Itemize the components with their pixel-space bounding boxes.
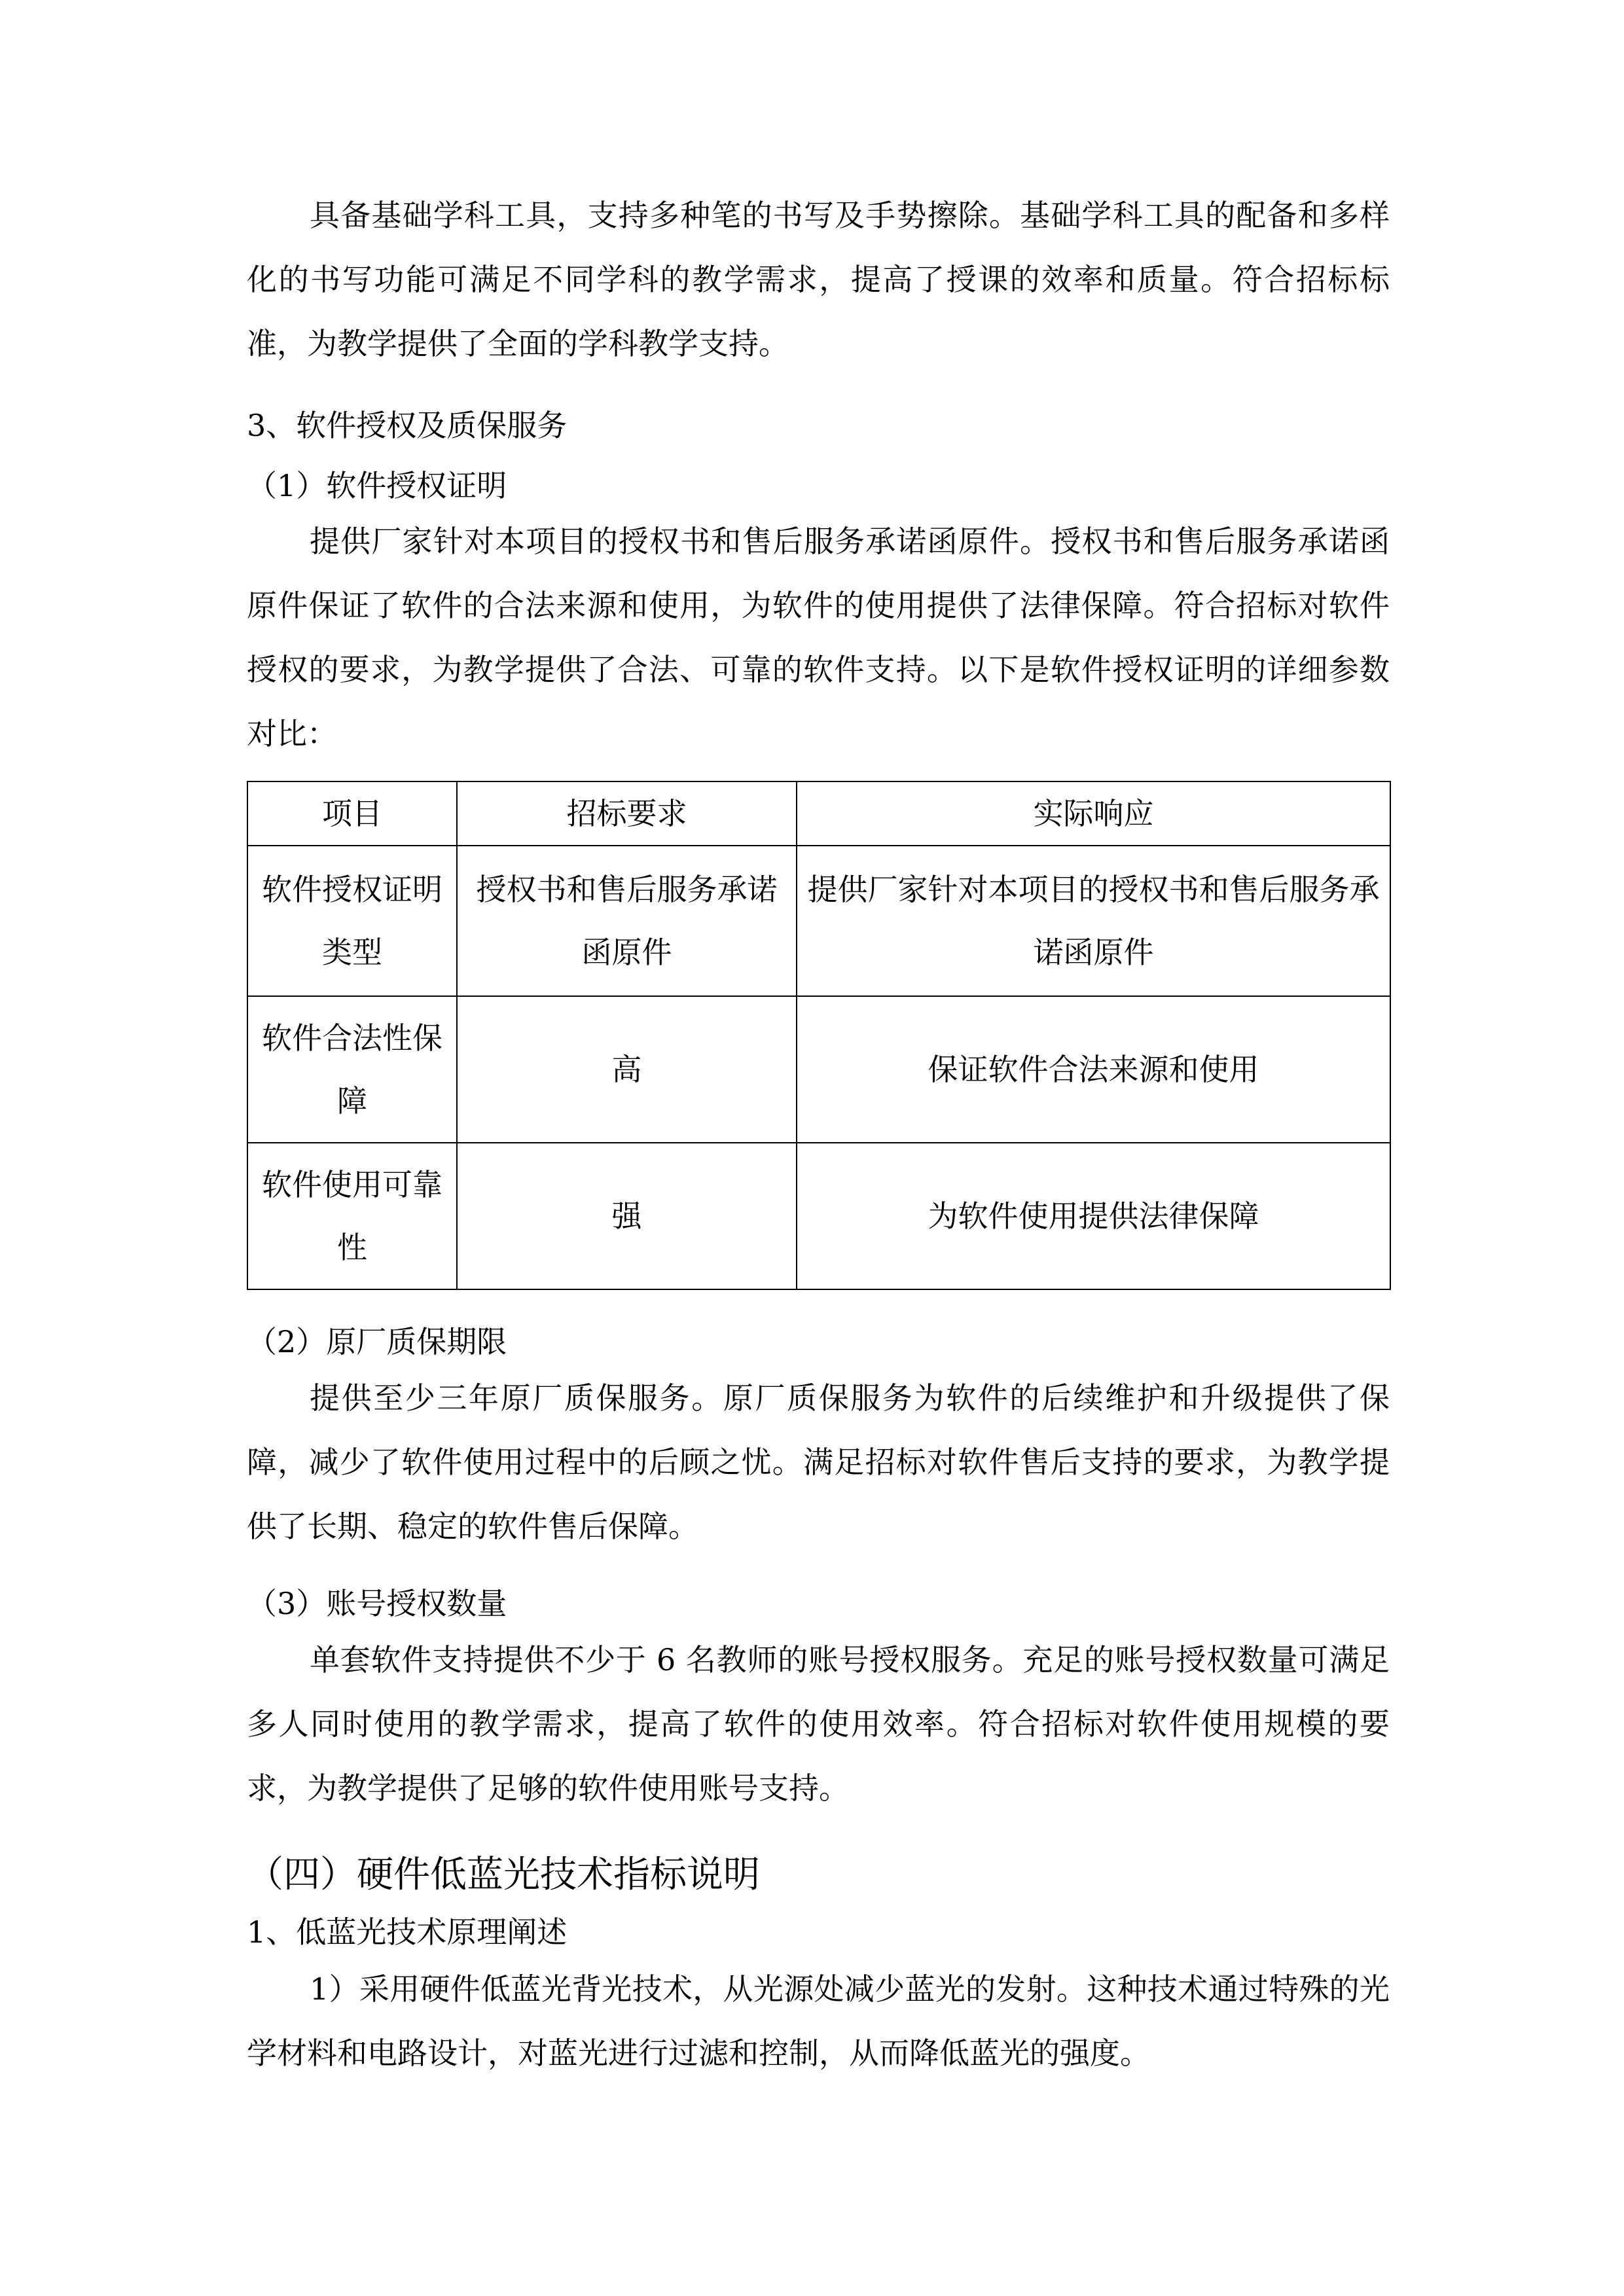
- table-cell: 软件合法性保障: [247, 996, 457, 1143]
- table-cell: 高: [457, 996, 797, 1143]
- table-row: [247, 846, 1390, 996]
- section-heading-software-license: 3、软件授权及质保服务: [247, 408, 568, 443]
- subheading-account-count: （3）账号授权数量: [247, 1586, 507, 1621]
- part-heading-low-blue-light: （四）硬件低蓝光技术指标说明: [247, 1854, 760, 1896]
- section-heading-blue-light-principle: 1、低蓝光技术原理阐述: [247, 1914, 568, 1950]
- table-header-cell: 实际响应: [797, 781, 1390, 846]
- blue-light-paragraph: 1）采用硬件低蓝光背光技术，从光源处减少蓝光的发射。这种技术通过特殊的光学材料和电路设计，对蓝光进行过滤和控制，从而降低蓝光的强度。: [247, 1971, 1390, 2071]
- table-row: [247, 1143, 1390, 1289]
- table-header-cell: 招标要求: [457, 781, 797, 846]
- warranty-paragraph: 提供至少三年原厂质保服务。原厂质保服务为软件的后续维护和升级提供了保障，减少了软件使用过程中的后顾之忧。满足招标对软件售后支持的要求，为教学提供了长期、稳定的软件售后保障。: [247, 1380, 1390, 1544]
- table-cell: 授权书和售后服务承诺函原件: [457, 846, 797, 996]
- subheading-warranty-period: （2）原厂质保期限: [247, 1324, 507, 1359]
- table-cell: 为软件使用提供法律保障: [797, 1143, 1390, 1289]
- table-cell: 软件授权证明类型: [247, 846, 457, 996]
- table-cell: 提供厂家针对本项目的授权书和售后服务承诺函原件: [797, 846, 1390, 996]
- accounts-paragraph: 单套软件支持提供不少于 6 名教师的账号授权服务。充足的账号授权数量可满足多人同时使用的教学需求，提高了软件的使用效率。符合招标对软件使用规模的要求，为教学提供了足够的软件使用账号支持。: [247, 1642, 1390, 1806]
- license-paragraph: 提供厂家针对本项目的授权书和售后服务承诺函原件。授权书和售后服务承诺函原件保证了软件的合法来源和使用，为软件的使用提供了法律保障。符合招标对软件授权的要求，为教学提供了合法、可靠的软件支持。以下是软件授权证明的详细参数对比：: [247, 524, 1390, 751]
- table-cell: 软件使用可靠性: [247, 1143, 457, 1289]
- subheading-license-proof: （1）软件授权证明: [247, 468, 507, 503]
- table-cell: 保证软件合法来源和使用: [797, 996, 1390, 1143]
- table-header-cell: 项目: [247, 781, 457, 846]
- table-header-row: [247, 781, 1390, 846]
- license-comparison-table: [247, 781, 1391, 1290]
- intro-paragraph: 具备基础学科工具，支持多种笔的书写及手势擦除。基础学科工具的配备和多样化的书写功能可满足不同学科的教学需求，提高了授课的效率和质量。符合招标标准，为教学提供了全面的学科教学支持。: [247, 198, 1390, 361]
- table-cell: 强: [457, 1143, 797, 1289]
- table-row: [247, 996, 1390, 1143]
